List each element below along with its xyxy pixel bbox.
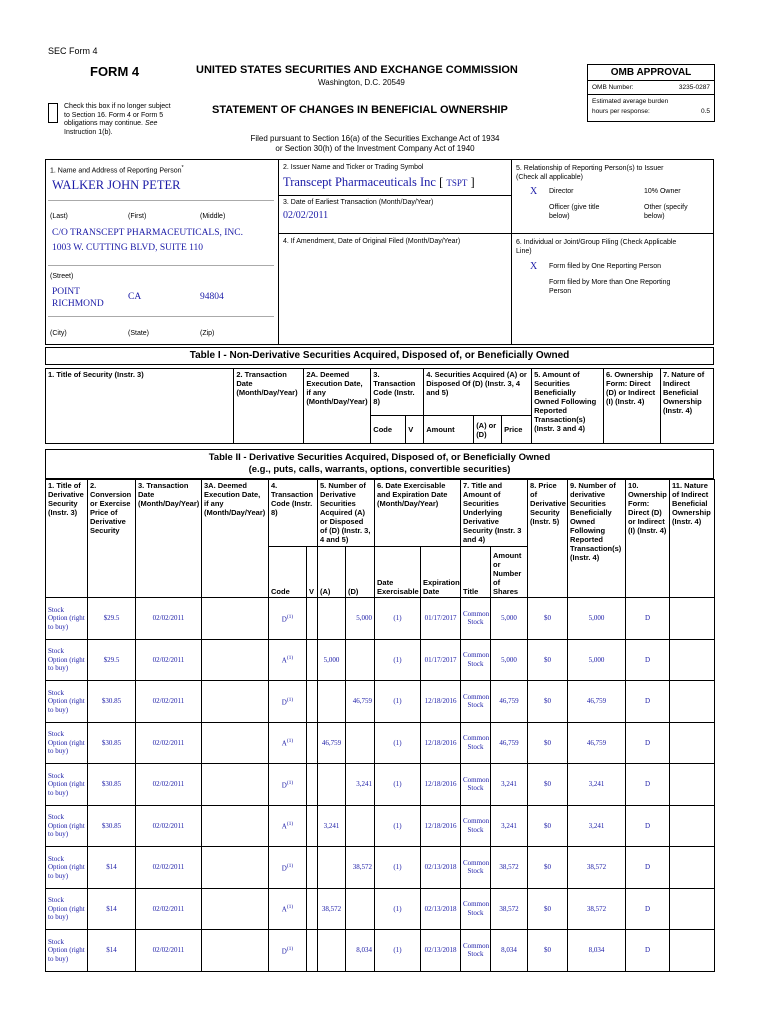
table1-title: Table I - Non-Derivative Securities Acquired, Disposed of, or Beneficially Owned <box>189 350 570 361</box>
underlying-amount: 46,759 <box>491 722 528 764</box>
t2-d: (D) <box>346 547 375 598</box>
expiration-date: 02/13/2018 <box>421 930 461 972</box>
zip-value: 94804 <box>200 292 224 302</box>
acquired-amount <box>318 847 346 889</box>
derivative-price: $0 <box>528 681 568 723</box>
agency-city: Washington, D.C. 20549 <box>318 78 405 87</box>
t2-a: (A) <box>318 547 346 598</box>
deemed-date <box>202 764 269 806</box>
t2-col-underlying: 7. Title and Amount of Securities Underlying Derivative Security (Instr. 3 and 4) <box>461 480 528 547</box>
table-row <box>46 598 715 640</box>
reporting-person-label: 1. Name and Address of Reporting Person* <box>50 165 184 175</box>
omb-number: 3235-0287 <box>678 84 710 91</box>
footnote-ref: (1) <box>286 821 294 828</box>
underlying-amount: 3,241 <box>491 805 528 847</box>
reporting-person-name: WALKER JOHN PETER <box>52 178 181 192</box>
table-row <box>46 805 715 847</box>
v-flag <box>307 764 318 806</box>
t2-col-conversion: 2. Conversion or Exercise Price of Derivative Security <box>88 480 136 598</box>
acquired-amount <box>318 930 346 972</box>
sec-form-label: SEC Form 4 <box>48 46 98 56</box>
v-flag <box>307 930 318 972</box>
checkbox[interactable] <box>48 103 58 123</box>
date-exercisable: (1) <box>375 847 421 889</box>
nature-ownership <box>670 888 715 930</box>
other-label: Other (specify below) <box>644 204 688 220</box>
security-title: Stock Option (right to buy) <box>46 930 88 972</box>
omb-hours-label: hours per response: <box>592 108 650 115</box>
conversion-price: $14 <box>88 888 136 930</box>
derivative-price: $0 <box>528 764 568 806</box>
t2-col-form: 10. Ownership Form: Direct (D) or Indirect (I) (Instr. 4) <box>626 480 670 598</box>
underlying-amount: 5,000 <box>491 598 528 640</box>
more-person-label: Form filed by More than One Reporting Person <box>549 279 671 295</box>
security-title: Stock Option (right to buy) <box>46 681 88 723</box>
derivative-price: $0 <box>528 598 568 640</box>
t2-exp: Expiration Date <box>421 547 461 598</box>
underlying-amount: 38,572 <box>491 847 528 889</box>
footnote-ref: (1) <box>286 862 294 869</box>
expiration-date: 12/18/2016 <box>421 805 461 847</box>
owned-following: 8,034 <box>568 930 626 972</box>
v-flag <box>307 639 318 681</box>
underlying-amount: 5,000 <box>491 639 528 681</box>
table1 <box>45 368 714 444</box>
underlying-amount: 38,572 <box>491 888 528 930</box>
acquired-amount <box>318 764 346 806</box>
issuer-label: 2. Issuer Name and Ticker or Trading Symbol <box>283 164 424 171</box>
street-label: (Street) <box>50 273 74 280</box>
conversion-price: $29.5 <box>88 598 136 640</box>
ownership-form: D <box>626 598 670 640</box>
t1-col-acquired: 4. Securities Acquired (A) or Disposed Of (D) (Instr. 3, 4 and 5) <box>424 369 532 416</box>
t1-col-nature: 7. Nature of Indirect Beneficial Ownership (Instr. 4) <box>660 369 713 444</box>
earliest-date-label: 3. Date of Earliest Transaction (Month/Day/Year) <box>283 199 434 206</box>
transaction-code: $A^{(1)}$ <box>269 639 307 681</box>
checkbox-text: Check this box if no longer subject to Section 16. Form 4 or Form 5 obligations may continue. See Instruction 1(b). <box>64 103 171 136</box>
transaction-date: 02/02/2011 <box>136 681 202 723</box>
disposed-amount <box>346 888 375 930</box>
transaction-code: $D^{(1)}$ <box>269 681 307 723</box>
t1-price: Price <box>502 416 532 444</box>
disposed-amount: 8,034 <box>346 930 375 972</box>
underlying-title: Common Stock <box>461 639 491 681</box>
t1-v: V <box>406 416 424 444</box>
derivative-price: $0 <box>528 847 568 889</box>
state-value: CA <box>128 292 142 302</box>
conversion-price: $29.5 <box>88 639 136 681</box>
director-label: Director <box>549 188 574 195</box>
deemed-date <box>202 681 269 723</box>
state-label: (State) <box>128 330 150 337</box>
security-title: Stock Option (right to buy) <box>46 639 88 681</box>
footnote-ref: (1) <box>286 779 294 786</box>
nature-ownership <box>670 805 715 847</box>
deemed-date <box>202 888 269 930</box>
deemed-date <box>202 930 269 972</box>
table-row <box>46 764 715 806</box>
earliest-date: 02/02/2011 <box>283 210 329 221</box>
table2 <box>45 479 715 972</box>
t2-date-ex: Date Exercisable <box>375 547 421 598</box>
table-row <box>46 847 715 889</box>
agency-title: UNITED STATES SECURITIES AND EXCHANGE COMMISSION <box>196 64 518 76</box>
derivative-price: $0 <box>528 639 568 681</box>
derivative-price: $0 <box>528 888 568 930</box>
footnote-ref: (1) <box>286 904 294 911</box>
underlying-amount: 46,759 <box>491 681 528 723</box>
one-person-check[interactable]: X <box>530 261 538 272</box>
disposed-amount: 38,572 <box>346 847 375 889</box>
owned-following: 3,241 <box>568 805 626 847</box>
disposed-amount: 46,759 <box>346 681 375 723</box>
transaction-date: 02/02/2011 <box>136 805 202 847</box>
transaction-code: $D^{(1)}$ <box>269 930 307 972</box>
acquired-amount: 5,000 <box>318 639 346 681</box>
ownership-form: D <box>626 847 670 889</box>
transaction-date: 02/02/2011 <box>136 764 202 806</box>
city-value: POINT RICHMOND <box>52 287 104 309</box>
underlying-title: Common Stock <box>461 722 491 764</box>
acquired-amount <box>318 681 346 723</box>
owned-following: 3,241 <box>568 764 626 806</box>
date-exercisable: (1) <box>375 722 421 764</box>
expiration-date: 01/17/2017 <box>421 598 461 640</box>
ownership-form: D <box>626 722 670 764</box>
nature-ownership <box>670 847 715 889</box>
t2-v: V <box>307 547 318 598</box>
omb-hours: 0.5 <box>700 108 710 115</box>
deemed-date <box>202 639 269 681</box>
date-exercisable: (1) <box>375 598 421 640</box>
filing-label: 6. Individual or Joint/Group Filing (Check Applicable Line) <box>516 239 677 255</box>
zip-label: (Zip) <box>200 330 215 337</box>
derivative-price: $0 <box>528 805 568 847</box>
omb-title: OMB APPROVAL <box>588 65 714 81</box>
expiration-date: 12/18/2016 <box>421 681 461 723</box>
conversion-price: $14 <box>88 847 136 889</box>
underlying-title: Common Stock <box>461 764 491 806</box>
underlying-title: Common Stock <box>461 930 491 972</box>
statement-title: STATEMENT OF CHANGES IN BENEFICIAL OWNERSHIP <box>212 104 508 116</box>
footnote-ref: (1) <box>286 738 294 745</box>
transaction-date: 02/02/2011 <box>136 598 202 640</box>
v-flag <box>307 805 318 847</box>
transaction-code: $A^{(1)}$ <box>269 888 307 930</box>
ownership-form: D <box>626 888 670 930</box>
transaction-code: $D^{(1)}$ <box>269 847 307 889</box>
transaction-code: $D^{(1)}$ <box>269 598 307 640</box>
date-exercisable: (1) <box>375 681 421 723</box>
disposed-amount: 5,000 <box>346 598 375 640</box>
acquired-amount: 46,759 <box>318 722 346 764</box>
transaction-date: 02/02/2011 <box>136 888 202 930</box>
security-title: Stock Option (right to buy) <box>46 847 88 889</box>
middle-label: (Middle) <box>200 213 226 220</box>
expiration-date: 02/13/2018 <box>421 847 461 889</box>
v-flag <box>307 681 318 723</box>
t2-col-price: 8. Price of Derivative Security (Instr. 5) <box>528 480 568 598</box>
security-title: Stock Option (right to buy) <box>46 722 88 764</box>
nature-ownership <box>670 722 715 764</box>
t2-amount-shares: Amount or Number of Shares <box>491 547 528 598</box>
officer-label: Officer (give title below) <box>549 204 600 220</box>
date-exercisable: (1) <box>375 930 421 972</box>
conversion-price: $30.85 <box>88 764 136 806</box>
t2-col-number: 5. Number of Derivative Securities Acquired (A) or Disposed of (D) (Instr. 3, 4 and 5) <box>318 480 375 547</box>
transaction-code: $A^{(1)}$ <box>269 722 307 764</box>
underlying-title: Common Stock <box>461 888 491 930</box>
one-person-label: Form filed by One Reporting Person <box>549 263 662 270</box>
t1-aord: (A) or (D) <box>474 416 502 444</box>
address-line-1: C/O TRANSCEPT PHARMACEUTICALS, INC. <box>52 228 243 238</box>
underlying-amount: 3,241 <box>491 764 528 806</box>
date-exercisable: (1) <box>375 805 421 847</box>
owned-following: 38,572 <box>568 888 626 930</box>
t1-col-code: 3. Transaction Code (Instr. 8) <box>371 369 424 416</box>
t2-title-sub: Title <box>461 547 491 598</box>
conversion-price: $14 <box>88 930 136 972</box>
t2-col-code: 4. Transaction Code (Instr. 8) <box>269 480 318 547</box>
t1-col-date: 2. Transaction Date (Month/Day/Year) <box>234 369 304 444</box>
table-row <box>46 888 715 930</box>
t2-code: Code <box>269 547 307 598</box>
date-exercisable: (1) <box>375 764 421 806</box>
table1-title-box <box>45 347 714 365</box>
nature-ownership <box>670 681 715 723</box>
owned-following: 46,759 <box>568 681 626 723</box>
conversion-price: $30.85 <box>88 681 136 723</box>
omb-number-label: OMB Number: <box>592 84 634 91</box>
table-row <box>46 681 715 723</box>
disposed-amount: 3,241 <box>346 764 375 806</box>
security-title: Stock Option (right to buy) <box>46 888 88 930</box>
expiration-date: 01/17/2017 <box>421 639 461 681</box>
ownership-form: D <box>626 805 670 847</box>
t2-col-nature: 11. Nature of Indirect Beneficial Ownership (Instr. 4) <box>670 480 715 598</box>
city-label: (City) <box>50 330 67 337</box>
derivative-price: $0 <box>528 930 568 972</box>
filed-pursuant: Filed pursuant to Section 16(a) of the Securities Exchange Act of 1934 or Section 30(h) of the Investment Company Act of 1940 <box>250 134 500 153</box>
transaction-date: 02/02/2011 <box>136 847 202 889</box>
ownership-form: D <box>626 930 670 972</box>
issuer-name: Transcept Pharmaceuticals Inc [ TSPT ] <box>283 175 475 189</box>
owned-following: 38,572 <box>568 847 626 889</box>
disposed-amount <box>346 722 375 764</box>
conversion-price: $30.85 <box>88 805 136 847</box>
table-row <box>46 639 715 681</box>
table2-title-box <box>45 449 714 479</box>
t1-amount-sub: Amount <box>424 416 474 444</box>
security-title: Stock Option (right to buy) <box>46 598 88 640</box>
expiration-date: 12/18/2016 <box>421 722 461 764</box>
nature-ownership <box>670 598 715 640</box>
derivative-price: $0 <box>528 722 568 764</box>
owned-following: 46,759 <box>568 722 626 764</box>
table-row <box>46 930 715 972</box>
disposed-amount <box>346 805 375 847</box>
expiration-date: 12/18/2016 <box>421 764 461 806</box>
t2-col-owned: 9. Number of derivative Securities Beneficially Owned Following Reported Transaction(s) (Instr. 4) <box>568 480 626 598</box>
v-flag <box>307 847 318 889</box>
owned-following: 5,000 <box>568 598 626 640</box>
transaction-date: 02/02/2011 <box>136 639 202 681</box>
v-flag <box>307 598 318 640</box>
footnote-ref: (1) <box>286 945 294 952</box>
first-label: (First) <box>128 213 147 220</box>
transaction-code: $D^{(1)}$ <box>269 764 307 806</box>
form-title: FORM 4 <box>90 64 140 79</box>
nature-ownership <box>670 639 715 681</box>
v-flag <box>307 722 318 764</box>
table2-title: Table II - Derivative Securities Acquired, Disposed of, or Beneficially Owned (e.g., puts, calls, warrants, options, convertible securities) <box>208 452 551 475</box>
underlying-title: Common Stock <box>461 681 491 723</box>
last-label: (Last) <box>50 213 68 220</box>
underlying-title: Common Stock <box>461 598 491 640</box>
relationship-label: 5. Relationship of Reporting Person(s) to Issuer (Check all applicable) <box>516 165 664 181</box>
security-title: Stock Option (right to buy) <box>46 805 88 847</box>
deemed-date <box>202 805 269 847</box>
deemed-date <box>202 598 269 640</box>
transaction-date: 02/02/2011 <box>136 722 202 764</box>
expiration-date: 02/13/2018 <box>421 888 461 930</box>
t2-col-exercisable: 6. Date Exercisable and Expiration Date (Month/Day/Year) <box>375 480 461 547</box>
deemed-date <box>202 847 269 889</box>
t1-code: Code <box>371 416 406 444</box>
date-exercisable: (1) <box>375 639 421 681</box>
t1-col-title: 1. Title of Security (Instr. 3) <box>46 369 234 444</box>
transaction-code: $A^{(1)}$ <box>269 805 307 847</box>
deemed-date <box>202 722 269 764</box>
amendment-label: 4. If Amendment, Date of Original Filed (Month/Day/Year) <box>283 238 461 245</box>
table-row <box>46 722 715 764</box>
transaction-date: 02/02/2011 <box>136 930 202 972</box>
t1-col-ownership: 6. Ownership Form: Direct (D) or Indirect (I) (Instr. 4) <box>604 369 661 444</box>
t2-col-title: 1. Title of Derivative Security (Instr. 3) <box>46 480 88 598</box>
t2-col-deemed: 3A. Deemed Execution Date, if any (Month/Day/Year) <box>202 480 269 598</box>
ownership-form: D <box>626 681 670 723</box>
director-check[interactable]: X <box>530 186 538 197</box>
disposed-amount <box>346 639 375 681</box>
underlying-title: Common Stock <box>461 805 491 847</box>
omb-burden-label: Estimated average burden <box>592 98 669 105</box>
ownership-form: D <box>626 639 670 681</box>
address-line-2: 1003 W. CUTTING BLVD, SUITE 110 <box>52 243 204 253</box>
footnote-ref: (1) <box>286 696 294 703</box>
t1-col-deemed: 2A. Deemed Execution Date, if any (Month/Day/Year) <box>304 369 371 444</box>
nature-ownership <box>670 930 715 972</box>
underlying-title: Common Stock <box>461 847 491 889</box>
owned-following: 5,000 <box>568 639 626 681</box>
date-exercisable: (1) <box>375 888 421 930</box>
conversion-price: $30.85 <box>88 722 136 764</box>
acquired-amount: 38,572 <box>318 888 346 930</box>
acquired-amount <box>318 598 346 640</box>
ownership-form: D <box>626 764 670 806</box>
nature-ownership <box>670 764 715 806</box>
footnote-ref: (1) <box>286 655 294 662</box>
underlying-amount: 8,034 <box>491 930 528 972</box>
omb-approval-box <box>587 64 715 122</box>
ten-pct-label: 10% Owner <box>644 188 681 195</box>
v-flag <box>307 888 318 930</box>
acquired-amount: 3,241 <box>318 805 346 847</box>
t2-col-date: 3. Transaction Date (Month/Day/Year) <box>136 480 202 598</box>
t1-col-amount: 5. Amount of Securities Beneficially Owned Following Reported Transaction(s) (Instr. 3 and 4) <box>532 369 604 444</box>
security-title: Stock Option (right to buy) <box>46 764 88 806</box>
footnote-ref: (1) <box>286 613 294 620</box>
